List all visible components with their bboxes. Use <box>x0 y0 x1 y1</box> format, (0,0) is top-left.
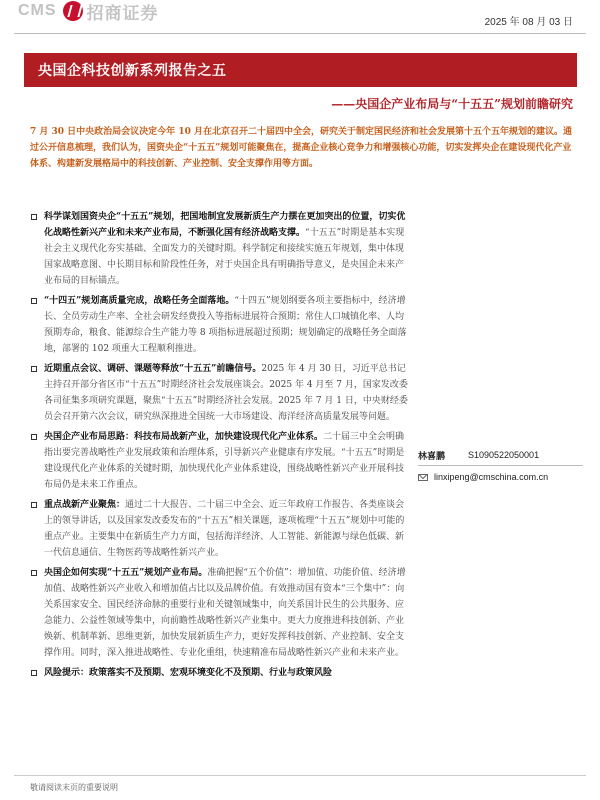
bullet-body: 2025 年 4 月 30 日，习近平总书记主持召开部分省区市“十五五”时期经济社会发展座谈会。2025 年 4 月至 7 月，国家发改委各司征集多项研究课题，聚焦“十五五”时期经济社会发展。2025 年 7 月 1 日，中央财经委员会召开第六次会议，研究纵深推进全国统一大市场建设、海洋经济高质量发展等问题。 <box>44 364 408 422</box>
mail-icon <box>418 474 428 481</box>
logo-mark-icon <box>63 1 83 21</box>
analyst-email[interactable]: linxipeng@cmschina.com.cn <box>434 472 549 482</box>
bullet-lead: 央国企产业布局思路：科技布局战新产业，加快建设现代化产业体系。 <box>44 432 324 442</box>
bullet-body: 准确把握“五个价值”：增加值、功能价值、经济增加值、战略性新兴产业收入和增加值占比以及品牌价值。有效推动国有资本“三个集中”：向关系国家安全、国民经济命脉的重要行业和关键领域集中，向关系国计民生的公共服务、应急能力、公益性领域等集中，向前瞻性战略性新兴产业集中。更大力度推进科技创新、产业焕新、机制革新、思维更新，加快发展新质生产力，更好发挥科技创新、产业控制、安全支撑作用。同时，深入推进战略性、专业化重组，快速精准布局战略性新兴产业和未来产业。 <box>44 568 406 658</box>
report-subtitle: ——央国企产业布局与“十五五”规划前瞻研究 <box>331 97 573 111</box>
bullet-body: “十五五”时期是基本实现社会主义现代化夯实基础、全面发力的关键时期。科学制定和接续实施五年规划，集中体现国家战略意图、中长期目标和阶段性任务，对于央国企具有明确指导意义，是央国企未来产业布局的目标锚点。 <box>44 228 405 286</box>
bullet-square-icon <box>31 214 37 220</box>
footer-divider <box>14 775 586 776</box>
bullet-item <box>30 209 408 289</box>
bullet-body: “十四五”规划纲要各项主要指标中，经济增长、全员劳动生产率、全社会研发经费投入等指标进展符合预期；常住人口城镇化率、人均预期寿命，粮食、能源综合生产能力等 8 项指标进展超过预期；规划确定的战略任务全面落地，部署的 102 项重大工程顺利推进。 <box>44 296 407 354</box>
bullet-lead: 重点战新产业聚焦： <box>44 500 126 510</box>
analyst-email-row <box>418 470 583 484</box>
logo-cn-text: 招商证券 <box>86 3 159 24</box>
bullet-body: 通过二十大报告、二十届三中全会、近三年政府工作报告、各类座谈会上的领导讲话，以及国家发改委发布的“十五五”相关课题，逐项梳理“十五五”规划中可能的重点产业。主要集中在新质生产力方面，包括海洋经济、人工智能、新能源与绿色低碳、新一代信息通信、生物医药等战略性新兴产业。 <box>44 500 405 558</box>
logo-latin-text: CMS <box>18 2 57 19</box>
analyst-name: 林喜鹏 <box>418 451 446 462</box>
bullet-square-icon <box>31 670 37 676</box>
bullet-square-icon <box>31 366 37 372</box>
header-divider <box>14 33 586 34</box>
bullet-square-icon <box>31 570 37 576</box>
bullet-item <box>30 497 408 561</box>
risk-warning <box>30 665 408 681</box>
analyst-divider <box>418 465 583 466</box>
bullet-list <box>30 209 408 685</box>
bullet-lead: 近期重点会议、调研、课题等释放“十五五”前瞻信号。 <box>44 364 262 374</box>
footer-note: 敬请阅读末页的重要说明 <box>30 783 118 792</box>
bullet-lead: 科学谋划国资央企“十五五”规划，把国地制宜发展新质生产力摆在更加突出的位置，切实优化战略性新兴产业和未来产业布局，不断强化国有经济战略支撑。 <box>44 212 406 238</box>
bullet-item <box>30 293 408 357</box>
bullet-lead: 风险提示：政策落实不及预期、宏观环境变化不及预期、行业与政策风险 <box>44 668 333 678</box>
bullet-item <box>30 429 408 493</box>
intro-paragraph: 7 月 30 日中央政治局会议决定今年 10 月在北京召开二十届四中全会，研究关于制定国民经济和社会发展第十五个五年规划的建议。通过公开信息梳理，我们认为，国资央企“十五五”规划可能聚焦在，提高企业核心竞争力和增强核心功能，切实发挥央企在建设现代化产业体系、构建新发展格局中的科技创新、产业控制、安全支撑作用等方面。 <box>30 127 572 169</box>
report-date: 2025 年 08 月 03 日 <box>484 17 573 28</box>
bullet-lead: “十四五”规划高质量完成，战略任务全面落地。 <box>44 296 235 306</box>
bullet-square-icon <box>31 298 37 304</box>
report-title: 央国企科技创新系列报告之五 <box>38 63 227 79</box>
bullet-lead: 央国企如何实现“十五五”规划产业布局。 <box>44 568 208 578</box>
bullet-body: 二十届三中全会明确指出要完善战略性产业发展政策和治理体系，引导新兴产业健康有序发展。“十五五”时期是建设现代化产业体系的关键时期，加快现代化产业体系建设，围绕战略性新兴产业开展科技布局仍是未来工作重点。 <box>44 432 405 490</box>
bullet-item <box>30 565 408 661</box>
analyst-row <box>418 448 583 462</box>
bullet-item <box>30 361 408 425</box>
analyst-box <box>418 448 583 484</box>
title-banner <box>24 53 577 87</box>
bullet-square-icon <box>31 502 37 508</box>
analyst-cert-number: S1090522050001 <box>468 450 540 460</box>
page-header <box>0 0 600 40</box>
cms-logo <box>18 0 159 22</box>
bullet-square-icon <box>31 434 37 440</box>
